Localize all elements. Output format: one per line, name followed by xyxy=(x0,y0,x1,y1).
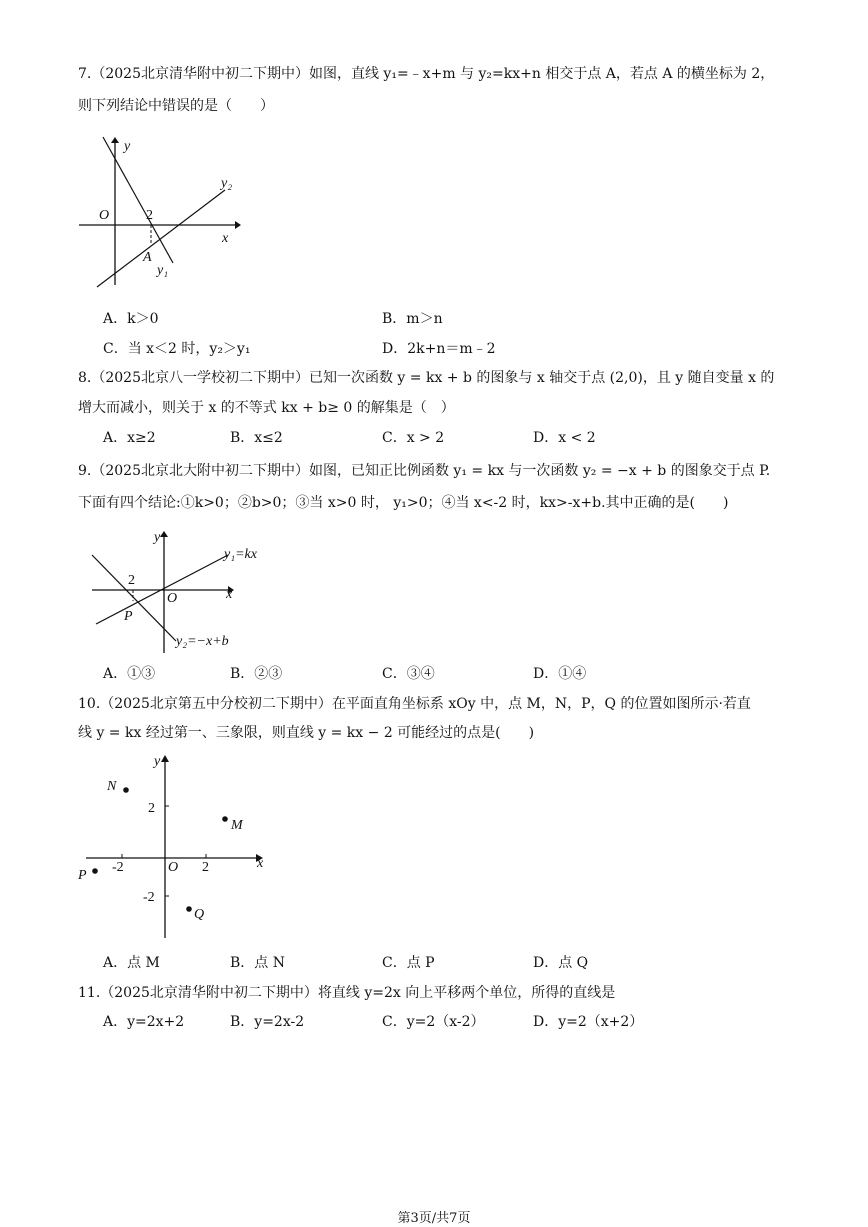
q9-label-o: O xyxy=(167,591,178,606)
q8-option-d[interactable]: D．x < 2 xyxy=(533,430,596,446)
q10-stem-line2: 线 y = kx 经过第一、三象限，则直线 y = kx − 2 可能经过的点是( ) xyxy=(78,725,535,741)
q10-label-x: x xyxy=(257,856,264,871)
q10-label-y: y xyxy=(154,754,161,769)
q11-stem: 11.（2025北京清华附中初二下期中）将直线 y=2x 向上平移两个单位，所得的直线是 xyxy=(78,985,616,1001)
q7-option-b[interactable]: B．m＞n xyxy=(382,311,443,327)
q8-option-a[interactable]: A．x≥2 xyxy=(103,430,156,446)
q10-label-o: O xyxy=(168,860,179,875)
q7-label-o: O xyxy=(99,208,110,223)
q11-option-c[interactable]: C．y=2（x-2） xyxy=(382,1014,485,1030)
q7-option-c[interactable]: C．当 x＜2 时，y₂＞y₁ xyxy=(103,341,251,357)
q9-label-2: 2 xyxy=(128,573,135,588)
q7-label-x: x xyxy=(222,231,229,246)
q9-label-p: P xyxy=(124,609,133,624)
q10-label-p: P xyxy=(78,868,87,883)
q7-stem-line1: 7.（2025北京清华附中初二下期中）如图，直线 y₁=﹣x+m 与 y₂=kx+n 相交于点 A，若点 A 的横坐标为 2， xyxy=(78,66,775,82)
q7-label-y1: y₁ xyxy=(157,263,169,278)
q7-option-d[interactable]: D．2k+n＝m﹣2 xyxy=(382,341,496,357)
q7-line-y1 xyxy=(103,137,173,263)
q10-stem-line1: 10.（2025北京第五中分校初二下期中）在平面直角坐标系 xOy 中，点 M，N，P，Q 的位置如图所示·若直 xyxy=(78,696,751,712)
q10-point-n xyxy=(123,787,129,793)
q11-option-a[interactable]: A．y=2x+2 xyxy=(103,1014,185,1030)
q10-option-c[interactable]: C．点 P xyxy=(382,955,435,971)
q9-stem-line1: 9.（2025北京北大附中初二下期中）如图，已知正比例函数 y₁ = kx 与一次函数 y₂ = −x + b 的图象交于点 P. xyxy=(78,463,771,479)
q7-label-y2: y₂ xyxy=(221,176,233,191)
q7-stem-line2: 则下列结论中错误的是（ ） xyxy=(78,98,274,114)
q10-label-m: M xyxy=(231,818,243,833)
q9-option-b[interactable]: B．②③ xyxy=(230,666,283,682)
q10-label-y2: 2 xyxy=(148,801,155,816)
q9-label-y: y xyxy=(154,530,161,545)
q9-option-a[interactable]: A．①③ xyxy=(103,666,156,682)
q7-label-y: y xyxy=(124,139,131,154)
q9-option-d[interactable]: D．①④ xyxy=(533,666,587,682)
q10-point-m xyxy=(222,816,228,822)
q10-option-b[interactable]: B．点 N xyxy=(230,955,285,971)
q10-label-q: Q xyxy=(194,907,205,922)
q7-figure xyxy=(75,135,255,285)
q10-option-d[interactable]: D．点 Q xyxy=(533,955,589,971)
q9-label-y2: y₂=−x+b xyxy=(176,634,229,649)
q9-option-c[interactable]: C．③④ xyxy=(382,666,435,682)
q9-y-arrow xyxy=(160,531,168,537)
q10-point-q xyxy=(186,906,192,912)
q10-label-n: N xyxy=(107,779,117,794)
q11-option-b[interactable]: B．y=2x-2 xyxy=(230,1014,305,1030)
q11-option-d[interactable]: D．y=2（x+2） xyxy=(533,1014,644,1030)
q10-label-ym2: -2 xyxy=(143,890,155,905)
q10-figure xyxy=(76,748,276,948)
q10-point-p xyxy=(92,868,98,874)
q9-label-x: x xyxy=(226,587,233,602)
q8-stem-line2: 增大而减小，则关于 x 的不等式 kx + b≥ 0 的解集是（ ） xyxy=(78,400,455,416)
q7-y-arrow xyxy=(111,137,119,143)
q7-x-arrow xyxy=(235,221,241,229)
q8-stem-line1: 8.（2025北京八一学校初二下期中）已知一次函数 y = kx + b 的图象与 x 轴交于点 (2,0)，且 y 随自变量 x 的 xyxy=(78,370,775,386)
q8-option-b[interactable]: B．x≤2 xyxy=(230,430,283,446)
q10-label-x2: 2 xyxy=(202,860,209,875)
q9-figure xyxy=(88,527,278,657)
q7-option-a[interactable]: A．k＞0 xyxy=(103,311,159,327)
page-footer: 第3页/共7页 xyxy=(397,1211,471,1226)
q9-stem-line2: 下面有四个结论:①k>0；②b>0；③当 x>0 时， y₁>0；④当 x<-2 时，kx>-x+b.其中正确的是( ) xyxy=(78,495,729,511)
q7-label-2: 2 xyxy=(146,208,153,223)
q8-option-c[interactable]: C．x > 2 xyxy=(382,430,445,446)
q10-y-arrow xyxy=(161,755,169,762)
q10-label-xm2: -2 xyxy=(112,860,124,875)
q7-label-a: A xyxy=(143,250,152,265)
q9-label-y1: y₁=kx xyxy=(224,547,257,562)
q10-option-a[interactable]: A．点 M xyxy=(103,955,160,971)
